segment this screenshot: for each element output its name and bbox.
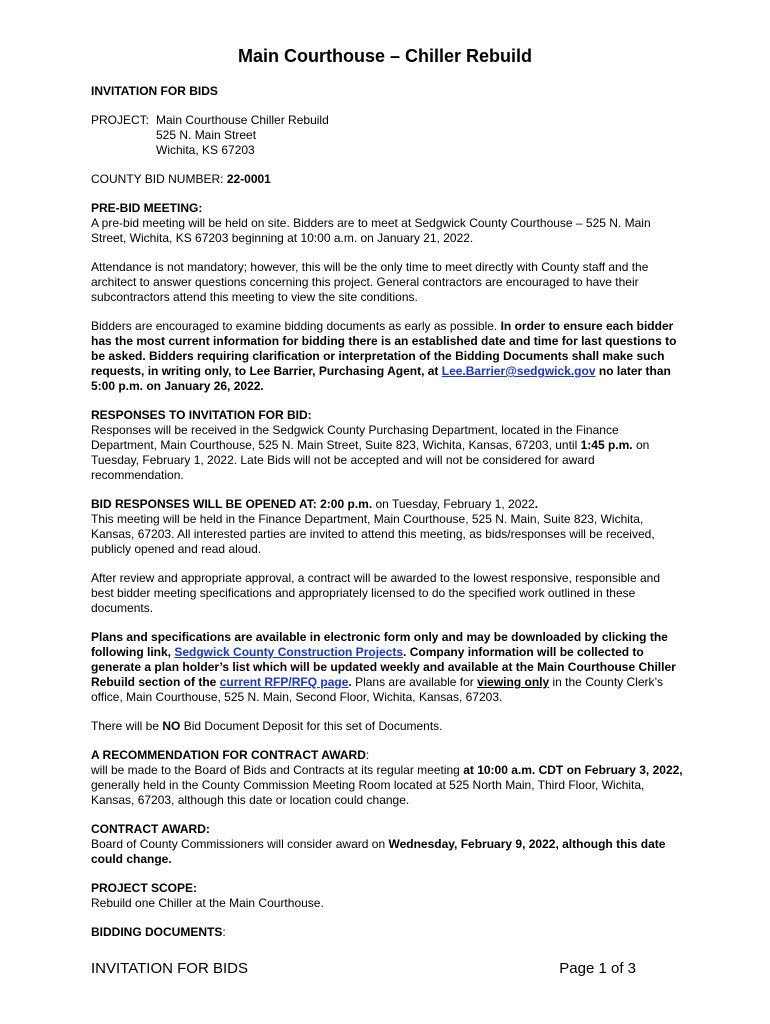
responses-text1: Responses will be received in the Sedgwick County Purchasing Department, located in the Finance Department, Main Courthouse, 525 N. Main Street, Suite 823, Wichita, Kansas, 67203, until <box>91 423 619 452</box>
examine-paragraph <box>91 319 683 394</box>
bidding-documents-section <box>91 925 683 940</box>
scope-section <box>91 881 683 911</box>
prebid-heading: PRE-BID MEETING: <box>91 201 203 215</box>
bid-number-value: 22-0001 <box>226 172 271 186</box>
recommendation-text2: generally held in the County Commission Meeting Room located at 525 North Main, Third Floor, Wichita, Kansas, 67203, although this date or location could change. <box>91 778 645 807</box>
plans-paragraph <box>91 630 683 705</box>
page-title: Main Courthouse – Chiller Rebuild <box>237 46 533 66</box>
project-block <box>91 113 683 158</box>
invitation-heading: INVITATION FOR BIDS <box>91 84 218 98</box>
bidding-documents-colon: : <box>222 925 226 939</box>
scope-heading: PROJECT SCOPE: <box>91 881 198 895</box>
bidding-documents-heading: BIDDING DOCUMENTS <box>91 925 223 939</box>
attendance-paragraph: Attendance is not mandatory; however, this will be the only time to meet directly with County staff and the architect to answer questions concerning this project. General contractors are encouraged to have their subcontractors attend this meeting to view the site conditions. <box>91 260 649 304</box>
document-body <box>91 84 683 954</box>
bid-number-paragraph <box>91 172 683 187</box>
email-link[interactable]: Lee.Barrier@sedgwick.gov <box>441 364 596 378</box>
responses-text2: on Tuesday, February 1, 2022. Late Bids will not be accepted and will not be considered for award recommendation. <box>91 438 650 482</box>
prebid-text: A pre-bid meeting will be held on site. Bidders are to meet at Sedgwick County Courthouse – 525 N. Main Street, Wichita, KS 67203 beginning at 10:00 a.m. on January 21, 2022. <box>91 216 651 245</box>
plans-bold1: Plans and specifications are available in electronic form only and may be downloaded by clicking the following link, <box>91 630 668 659</box>
opened-heading: BID RESPONSES WILL BE OPENED AT: 2:00 p.m. <box>91 497 373 511</box>
contract-award-section <box>91 822 683 867</box>
plans-text1: Plans are available for <box>355 675 474 689</box>
page-number: Page 1 of 3 <box>559 960 636 977</box>
contract-award-text: Board of County Commissioners will consider award on <box>91 837 386 851</box>
page-footer <box>91 960 636 977</box>
award-paragraph: After review and appropriate approval, a contract will be awarded to the lowest responsive, responsible and best bidder meeting specifications and appropriately licensed to do the specified work outlined in these documents. <box>91 571 660 615</box>
plans-bold2: . Company information will be collected to generate a plan holder’s list which will be updated weekly and available at the Main Courthouse Chiller Rebuild section of the <box>91 645 676 689</box>
responses-time: 1:45 p.m. <box>580 438 633 452</box>
deposit-paragraph <box>91 719 683 734</box>
opened-section <box>91 497 683 557</box>
recommendation-text1: will be made to the Board of Bids and Contracts at its regular meeting <box>91 763 460 777</box>
deposit-pre: There will be <box>91 719 160 733</box>
recommendation-section <box>91 748 683 808</box>
footer-doc-title: INVITATION FOR BIDS <box>91 960 248 977</box>
project-name: Main Courthouse Chiller Rebuild <box>156 113 329 127</box>
project-address-line1: 525 N. Main Street <box>156 128 257 142</box>
construction-projects-link[interactable]: Sedgwick County Construction Projects <box>174 645 404 659</box>
deposit-no: NO <box>162 719 181 733</box>
contract-award-bold: Wednesday, February 9, 2022, although this date could change. <box>91 837 666 866</box>
opened-text: This meeting will be held in the Finance Department, Main Courthouse, 525 N. Main, Suite 823, Wichita, Kansas, 67203. All interested parties are invited to attend this meeting, as bids/responses will be received, publicly opened and read aloud. <box>91 512 655 556</box>
contract-award-heading: CONTRACT AWARD: <box>91 822 210 836</box>
prebid-section <box>91 201 683 246</box>
bid-number-label: COUNTY BID NUMBER: <box>91 172 224 186</box>
recommendation-bold: at 10:00 a.m. CDT on February 3, 2022, <box>463 763 683 777</box>
examine-text: Bidders are encouraged to examine bidding documents as early as possible. <box>91 319 498 333</box>
plans-bold3: . <box>348 675 352 689</box>
opened-date: on Tuesday, February 1, 2022 <box>375 497 535 511</box>
project-label: PROJECT: <box>91 113 150 127</box>
plans-text2: in the County Clerk’s office, Main Courthouse, 525 N. Main, Second Floor, Wichita, Kansas, 67203. <box>91 675 663 704</box>
deposit-post: Bid Document Deposit for this set of Documents. <box>183 719 443 733</box>
question-deadline: no later than 5:00 p.m. on January 26, 2022. <box>91 364 671 393</box>
recommendation-heading: A RECOMMENDATION FOR CONTRACT AWARD <box>91 748 366 762</box>
responses-section <box>91 408 683 483</box>
project-address-line2: Wichita, KS 67203 <box>156 143 255 157</box>
responses-heading: RESPONSES TO INVITATION FOR BID: <box>91 408 312 422</box>
rfp-rfq-page-link[interactable]: current RFP/RFQ page <box>219 675 349 689</box>
recommendation-colon: : <box>365 748 370 762</box>
viewing-only: viewing only <box>477 675 550 689</box>
scope-text: Rebuild one Chiller at the Main Courthouse. <box>91 896 324 910</box>
opened-period: . <box>534 497 539 511</box>
examine-bold-text: In order to ensure each bidder has the most current information for bidding there is an established date and time for last questions to be asked. Bidders requiring clarification or interpretation of the Bidding Documents shall make such requests, in writing only, to Lee Barrier, Purchasing Agent, at <box>91 319 677 378</box>
